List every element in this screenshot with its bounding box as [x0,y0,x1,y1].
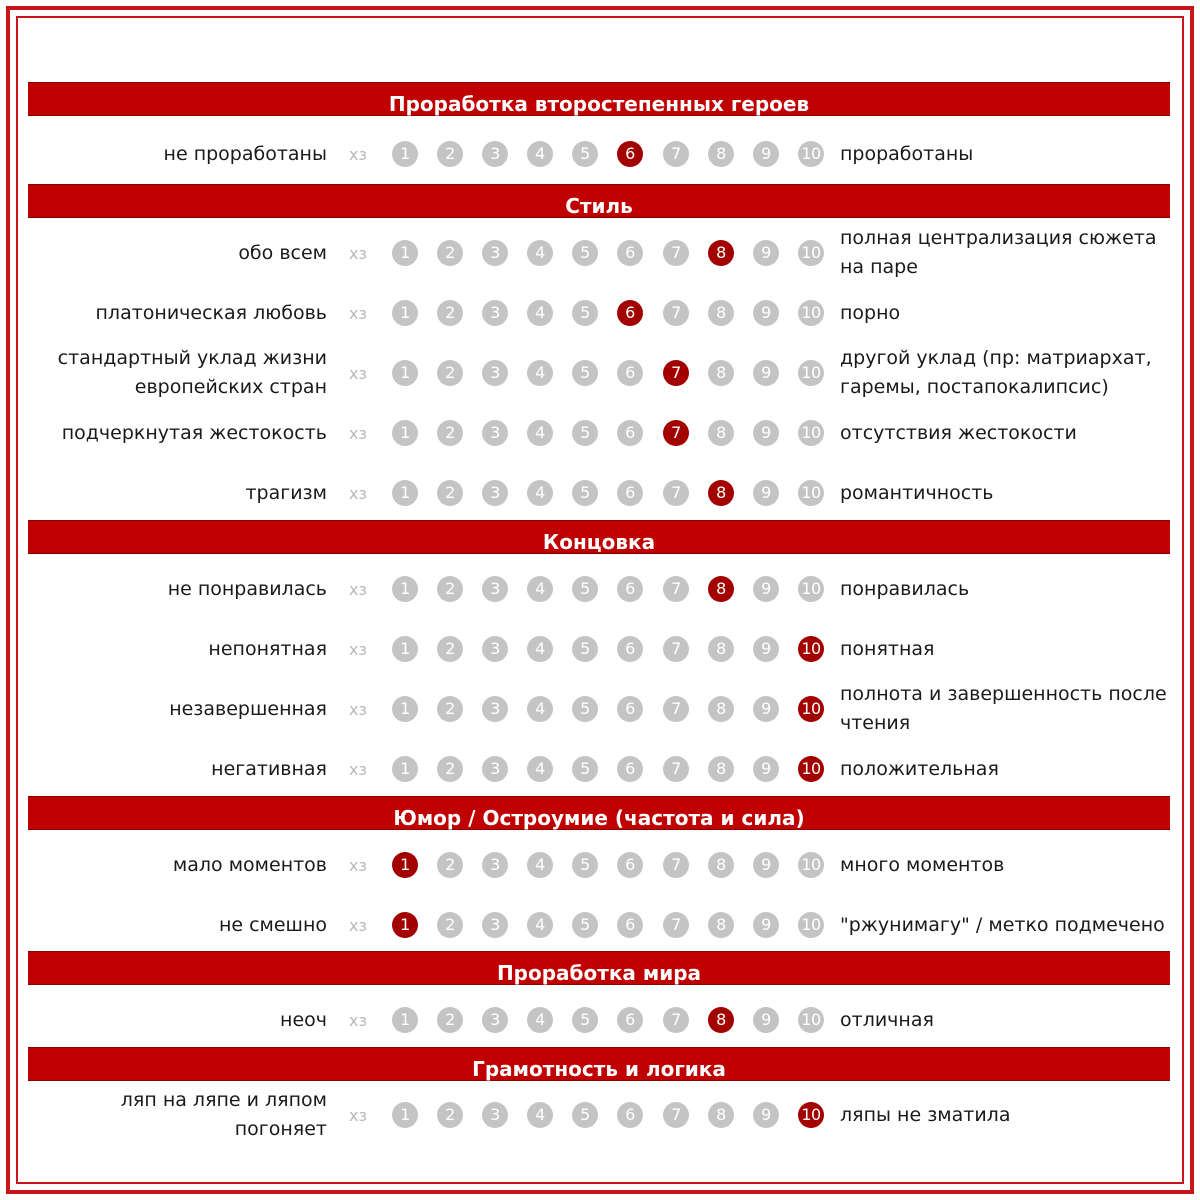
rating-row [0,1085,1200,1145]
right-pole-label: порно [840,301,901,324]
rating-dot-10[interactable]: 10 [798,300,824,326]
rating-dot-1[interactable]: 1 [392,300,418,326]
rating-dot-2[interactable]: 2 [437,636,463,662]
rating-row [0,463,1200,523]
rating-dot-1[interactable]: 1 [392,1102,418,1128]
rating-dot-7[interactable]: 7 [663,576,689,602]
rating-dot-5[interactable]: 5 [572,852,598,878]
rating-dot-8[interactable]: 8 [708,1007,734,1033]
rating-dot-6[interactable]: 6 [617,360,643,386]
rating-dot-6[interactable]: 6 [617,576,643,602]
section-header: Юмор / Остроумие (частота и сила) [28,796,1170,830]
rating-dot-3[interactable]: 3 [482,300,508,326]
rating-dot-8[interactable]: 8 [708,852,734,878]
rating-dot-2[interactable]: 2 [437,696,463,722]
rating-dot-3[interactable]: 3 [482,576,508,602]
right-pole-label: другой уклад (пр: матриархат, гаремы, постапокалипсис) [840,347,1152,398]
rating-dot-3[interactable]: 3 [482,480,508,506]
dont-know-option[interactable]: хз [349,759,367,779]
rating-dot-6[interactable]: 6 [617,852,643,878]
right-pole-label: полная централизация сюжета на паре [840,227,1157,278]
rating-dot-5[interactable]: 5 [572,576,598,602]
left-pole-label: не понравилась [167,577,327,600]
rating-dot-2[interactable]: 2 [437,300,463,326]
rating-dot-5[interactable]: 5 [572,141,598,167]
left-pole-label: ляп на ляпе и ляпом погоняет [120,1089,327,1140]
rating-dot-8[interactable]: 8 [708,756,734,782]
rating-dot-4[interactable]: 4 [527,420,553,446]
rating-dot-10[interactable]: 10 [798,696,824,722]
rating-dot-10[interactable]: 10 [798,420,824,446]
rating-dot-7[interactable]: 7 [663,240,689,266]
rating-dot-7[interactable]: 7 [663,756,689,782]
rating-dot-1[interactable]: 1 [392,360,418,386]
rating-row [0,835,1200,895]
rating-row [0,990,1200,1050]
dont-know-option[interactable]: хз [349,579,367,599]
rating-dot-1[interactable]: 1 [392,1007,418,1033]
rating-dot-5[interactable]: 5 [572,1102,598,1128]
rating-row [0,619,1200,679]
rating-dot-2[interactable]: 2 [437,1102,463,1128]
rating-dot-7[interactable]: 7 [663,360,689,386]
rating-dot-10[interactable]: 10 [798,1102,824,1128]
dont-know-option[interactable]: хз [349,915,367,935]
left-pole-label: обо всем [238,241,327,264]
rating-dot-6[interactable]: 6 [617,1102,643,1128]
rating-dot-5[interactable]: 5 [572,300,598,326]
rating-dot-4[interactable]: 4 [527,141,553,167]
rating-dot-8[interactable]: 8 [708,360,734,386]
rating-dot-7[interactable]: 7 [663,141,689,167]
rating-dot-6[interactable]: 6 [617,420,643,446]
rating-dot-7[interactable]: 7 [663,852,689,878]
rating-dot-9[interactable]: 9 [753,912,779,938]
right-pole-label: понравилась [840,577,970,600]
dont-know-option[interactable]: хз [349,855,367,875]
rating-dot-1[interactable]: 1 [392,756,418,782]
dont-know-option[interactable]: хз [349,363,367,383]
rating-dot-10[interactable]: 10 [798,636,824,662]
rating-dot-4[interactable]: 4 [527,636,553,662]
rating-dot-8[interactable]: 8 [708,300,734,326]
rating-dot-9[interactable]: 9 [753,756,779,782]
rating-row [0,124,1200,184]
rating-dot-7[interactable]: 7 [663,636,689,662]
rating-dot-7[interactable]: 7 [663,696,689,722]
rating-dot-6[interactable]: 6 [617,912,643,938]
left-pole-label: трагизм [245,481,327,504]
rating-dot-9[interactable]: 9 [753,576,779,602]
right-pole-label: полнота и завершенность после чтения [840,683,1167,734]
section-header: Концовка [28,520,1170,554]
rating-dot-9[interactable]: 9 [753,852,779,878]
rating-dot-9[interactable]: 9 [753,1102,779,1128]
rating-dot-1[interactable]: 1 [392,480,418,506]
rating-dot-2[interactable]: 2 [437,360,463,386]
rating-dot-9[interactable]: 9 [753,420,779,446]
rating-dot-10[interactable]: 10 [798,912,824,938]
rating-dot-3[interactable]: 3 [482,696,508,722]
rating-dot-8[interactable]: 8 [708,696,734,722]
rating-dot-2[interactable]: 2 [437,756,463,782]
left-pole-label: незавершенная [169,697,327,720]
rating-row [0,223,1200,283]
dont-know-option[interactable]: хз [349,1105,367,1125]
section-header: Грамотность и логика [28,1047,1170,1081]
rating-row [0,895,1200,955]
dont-know-option[interactable]: хз [349,144,367,164]
rating-dot-5[interactable]: 5 [572,420,598,446]
rating-dot-10[interactable]: 10 [798,852,824,878]
right-pole-label: положительная [840,757,999,780]
left-pole-label: не смешно [218,913,327,936]
dont-know-option[interactable]: хз [349,699,367,719]
rating-dot-5[interactable]: 5 [572,696,598,722]
rating-dot-7[interactable]: 7 [663,420,689,446]
rating-row [0,679,1200,739]
rating-dot-9[interactable]: 9 [753,480,779,506]
rating-dot-4[interactable]: 4 [527,1102,553,1128]
rating-dot-2[interactable]: 2 [437,1007,463,1033]
rating-dot-2[interactable]: 2 [437,240,463,266]
right-pole-label: ляпы не зматила [840,1103,1011,1126]
rating-dot-6[interactable]: 6 [617,1007,643,1033]
rating-dot-10[interactable]: 10 [798,576,824,602]
rating-dot-4[interactable]: 4 [527,1007,553,1033]
rating-dot-3[interactable]: 3 [482,852,508,878]
rating-dot-1[interactable]: 1 [392,696,418,722]
rating-dot-5[interactable]: 5 [572,360,598,386]
left-pole-label: стандартный уклад жизни европейских стран [57,347,327,398]
rating-dot-6[interactable]: 6 [617,300,643,326]
rating-row [0,343,1200,403]
left-pole-label: платоническая любовь [95,301,327,324]
rating-dot-10[interactable]: 10 [798,480,824,506]
rating-dot-4[interactable]: 4 [527,696,553,722]
rating-dot-1[interactable]: 1 [392,240,418,266]
right-pole-label: романтичность [840,481,994,504]
rating-dot-8[interactable]: 8 [708,636,734,662]
rating-dot-9[interactable]: 9 [753,240,779,266]
dont-know-option[interactable]: хз [349,639,367,659]
dont-know-option[interactable]: хз [349,243,367,263]
rating-dot-10[interactable]: 10 [798,141,824,167]
rating-dot-5[interactable]: 5 [572,636,598,662]
rating-dot-6[interactable]: 6 [617,636,643,662]
rating-dot-7[interactable]: 7 [663,480,689,506]
rating-dot-2[interactable]: 2 [437,576,463,602]
rating-dot-7[interactable]: 7 [663,300,689,326]
right-pole-label: отсутствия жестокости [840,421,1077,444]
right-pole-label: отличная [840,1008,934,1031]
rating-dot-4[interactable]: 4 [527,480,553,506]
rating-dot-8[interactable]: 8 [708,912,734,938]
rating-dot-6[interactable]: 6 [617,696,643,722]
rating-dot-3[interactable]: 3 [482,240,508,266]
rating-dot-6[interactable]: 6 [617,756,643,782]
rating-dot-5[interactable]: 5 [572,912,598,938]
rating-dot-3[interactable]: 3 [482,360,508,386]
rating-row [0,559,1200,619]
rating-dot-7[interactable]: 7 [663,1102,689,1128]
left-pole-label: неоч [280,1008,327,1031]
rating-row [0,739,1200,799]
rating-dot-5[interactable]: 5 [572,480,598,506]
rating-dot-6[interactable]: 6 [617,141,643,167]
rating-dot-8[interactable]: 8 [708,480,734,506]
rating-dot-1[interactable]: 1 [392,576,418,602]
rating-dot-4[interactable]: 4 [527,300,553,326]
section-header: Проработка второстепенных героев [28,82,1170,116]
rating-dot-8[interactable]: 8 [708,240,734,266]
section-header: Стиль [28,184,1170,218]
rating-dot-2[interactable]: 2 [437,852,463,878]
dont-know-option[interactable]: хз [349,483,367,503]
right-pole-label: проработаны [840,142,974,165]
rating-dot-6[interactable]: 6 [617,480,643,506]
left-pole-label: не проработаны [163,142,327,165]
rating-dot-1[interactable]: 1 [392,141,418,167]
left-pole-label: негативная [211,757,327,780]
rating-dot-9[interactable]: 9 [753,360,779,386]
rating-dot-5[interactable]: 5 [572,756,598,782]
rating-dot-9[interactable]: 9 [753,141,779,167]
rating-dot-9[interactable]: 9 [753,696,779,722]
right-pole-label: "ржунимагу" / метко подмечено [840,913,1165,936]
rating-dot-10[interactable]: 10 [798,240,824,266]
left-pole-label: непонятная [208,637,327,660]
rating-dot-2[interactable]: 2 [437,912,463,938]
rating-dot-10[interactable]: 10 [798,1007,824,1033]
rating-dot-2[interactable]: 2 [437,420,463,446]
rating-row [0,403,1200,463]
rating-dot-1[interactable]: 1 [392,912,418,938]
right-pole-label: много моментов [840,853,1005,876]
rating-dot-8[interactable]: 8 [708,576,734,602]
rating-dot-3[interactable]: 3 [482,420,508,446]
rating-dot-3[interactable]: 3 [482,1007,508,1033]
rating-row [0,283,1200,343]
rating-dot-7[interactable]: 7 [663,1007,689,1033]
left-pole-label: подчеркнутая жестокость [61,421,327,444]
rating-dot-9[interactable]: 9 [753,300,779,326]
rating-dot-1[interactable]: 1 [392,852,418,878]
rating-dot-7[interactable]: 7 [663,912,689,938]
rating-dot-4[interactable]: 4 [527,360,553,386]
rating-dot-10[interactable]: 10 [798,756,824,782]
rating-dot-4[interactable]: 4 [527,912,553,938]
rating-dot-3[interactable]: 3 [482,141,508,167]
rating-dot-6[interactable]: 6 [617,240,643,266]
dont-know-option[interactable]: хз [349,303,367,323]
rating-dot-3[interactable]: 3 [482,636,508,662]
right-pole-label: понятная [840,637,935,660]
rating-dot-8[interactable]: 8 [708,420,734,446]
dont-know-option[interactable]: хз [349,1010,367,1030]
rating-dot-8[interactable]: 8 [708,1102,734,1128]
rating-dot-3[interactable]: 3 [482,1102,508,1128]
rating-dot-1[interactable]: 1 [392,420,418,446]
rating-dot-10[interactable]: 10 [798,360,824,386]
rating-dot-4[interactable]: 4 [527,756,553,782]
rating-dot-9[interactable]: 9 [753,636,779,662]
rating-dot-3[interactable]: 3 [482,756,508,782]
rating-dot-8[interactable]: 8 [708,141,734,167]
rating-dot-1[interactable]: 1 [392,636,418,662]
rating-dot-4[interactable]: 4 [527,240,553,266]
rating-dot-4[interactable]: 4 [527,576,553,602]
rating-dot-9[interactable]: 9 [753,1007,779,1033]
dont-know-option[interactable]: хз [349,423,367,443]
section-header: Проработка мира [28,951,1170,985]
rating-dot-4[interactable]: 4 [527,852,553,878]
rating-dot-5[interactable]: 5 [572,240,598,266]
left-pole-label: мало моментов [172,853,327,876]
rating-dot-2[interactable]: 2 [437,480,463,506]
rating-dot-2[interactable]: 2 [437,141,463,167]
rating-dot-3[interactable]: 3 [482,912,508,938]
rating-dot-5[interactable]: 5 [572,1007,598,1033]
